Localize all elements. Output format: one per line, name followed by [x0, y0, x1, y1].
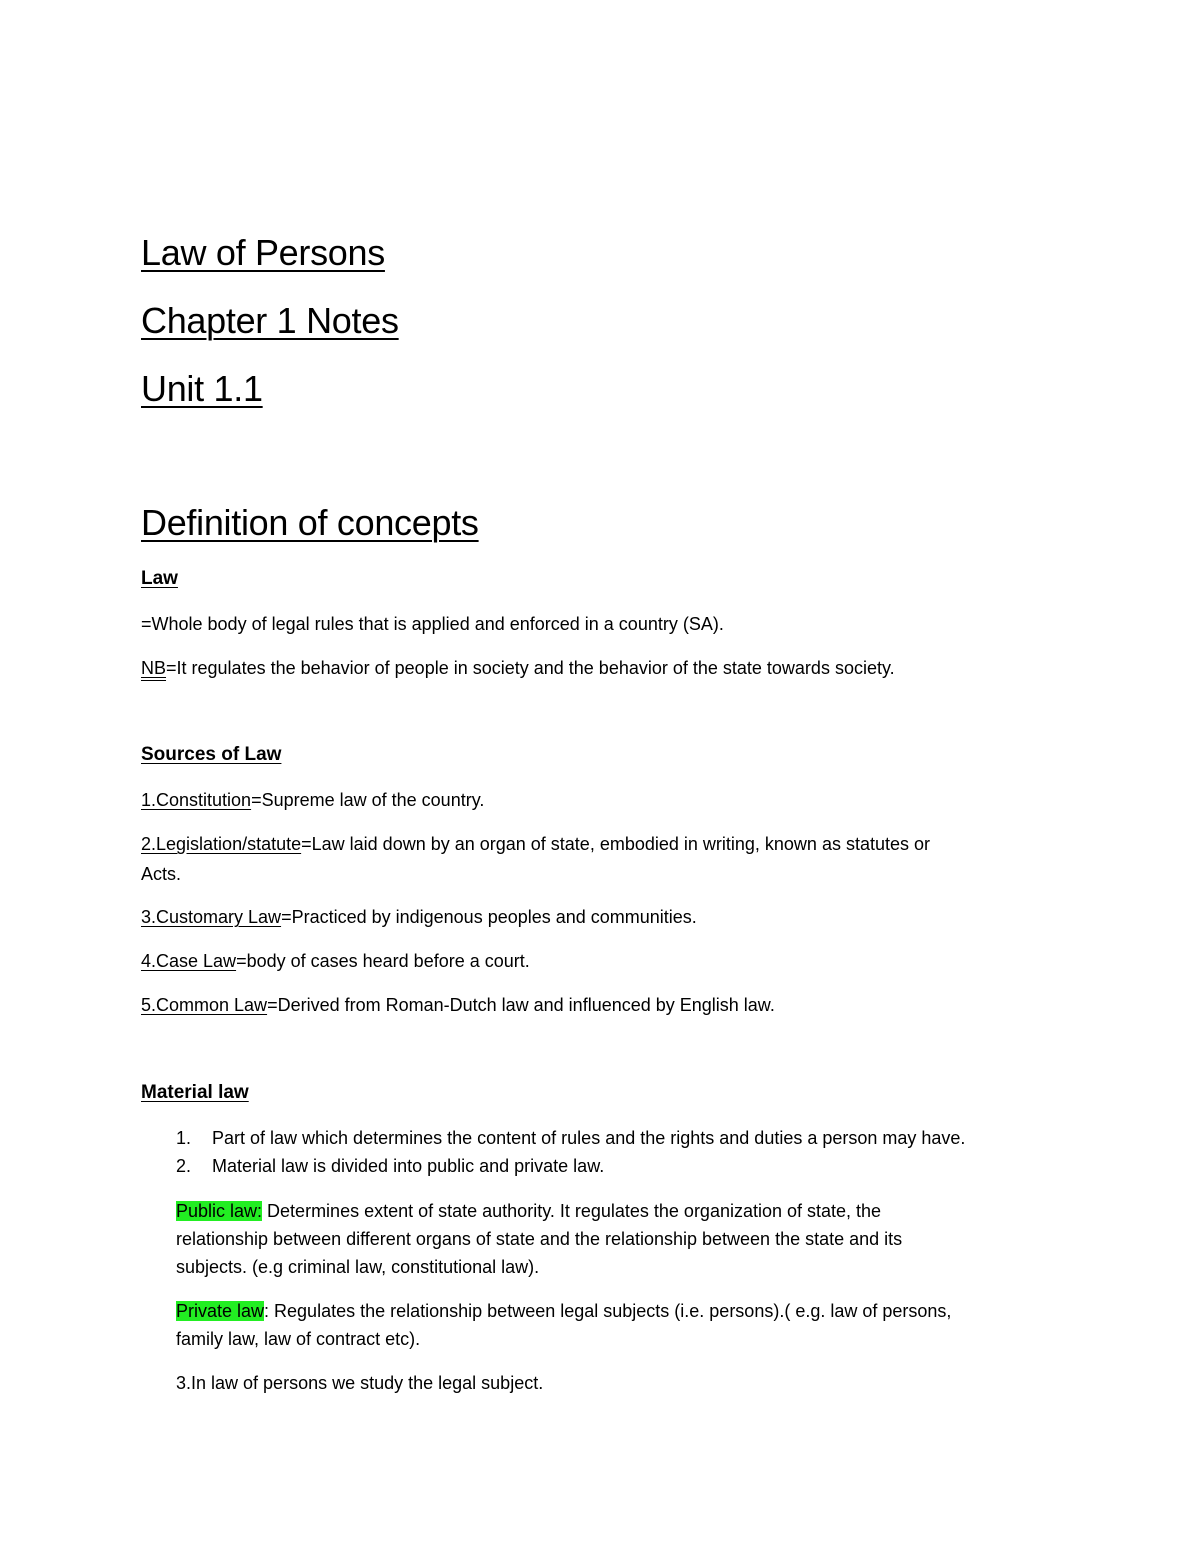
private-law-line — [176, 1296, 951, 1326]
private-law-label: Private law — [176, 1301, 265, 1321]
source-text: =Practiced by indigenous peoples and communities. — [281, 907, 697, 927]
public-law-line: subjects. (e.g criminal law, constitutional law). — [176, 1257, 540, 1277]
chapter-title: Chapter 1 Notes — [141, 300, 399, 341]
unit-title: Unit 1.1 — [141, 368, 263, 409]
list-text: Material law is divided into public and private law. — [212, 1156, 605, 1176]
list-item — [176, 1151, 604, 1181]
source-item — [141, 990, 775, 1020]
list-number: 2. — [176, 1156, 192, 1176]
list-text: Part of law which determines the content of rules and the rights and duties a person may have. — [212, 1128, 966, 1148]
private-law-line: family law, law of contract etc). — [176, 1329, 421, 1349]
law-heading: Law — [141, 568, 178, 589]
source-term: 5.Common Law — [141, 995, 268, 1015]
source-term: 3.Customary Law — [141, 907, 282, 927]
source-term: 1.Constitution — [141, 790, 252, 810]
nb-label: NB — [141, 658, 167, 678]
source-item-continuation: Acts. — [141, 864, 182, 884]
list-item — [176, 1123, 965, 1153]
material-law-heading: Material law — [141, 1082, 249, 1103]
source-item — [141, 829, 930, 859]
public-law-line: relationship between different organs of state and the relationship between the state and its — [176, 1229, 903, 1249]
source-term: 2.Legislation/statute — [141, 834, 302, 854]
nb-text: =It regulates the behavior of people in society and the behavior of the state towards society. — [166, 658, 895, 678]
source-item — [141, 785, 484, 815]
source-text: =Law laid down by an organ of state, embodied in writing, known as statutes or — [301, 834, 930, 854]
source-text: =body of cases heard before a court. — [236, 951, 530, 971]
law-nb-paragraph — [141, 653, 895, 683]
list-number: 1. — [176, 1128, 192, 1148]
source-term: 4.Case Law — [141, 951, 237, 971]
point-three: 3.In law of persons we study the legal subject. — [176, 1373, 544, 1393]
public-law-line — [176, 1196, 881, 1226]
private-law-text: : Regulates the relationship between legal subjects (i.e. persons).( e.g. law of persons, — [264, 1301, 952, 1321]
sources-heading: Sources of Law — [141, 744, 282, 765]
section-heading-definitions: Definition of concepts — [141, 502, 479, 543]
source-text: =Supreme law of the country. — [251, 790, 485, 810]
law-definition: =Whole body of legal rules that is applied and enforced in a country (SA). — [141, 614, 724, 634]
source-item — [141, 946, 530, 976]
public-law-label: Public law: — [176, 1201, 263, 1221]
source-text: =Derived from Roman-Dutch law and influenced by English law. — [267, 995, 775, 1015]
public-law-text: Determines extent of state authority. It regulates the organization of state, the — [262, 1201, 882, 1221]
source-item — [141, 902, 697, 932]
document-title: Law of Persons — [141, 232, 385, 273]
